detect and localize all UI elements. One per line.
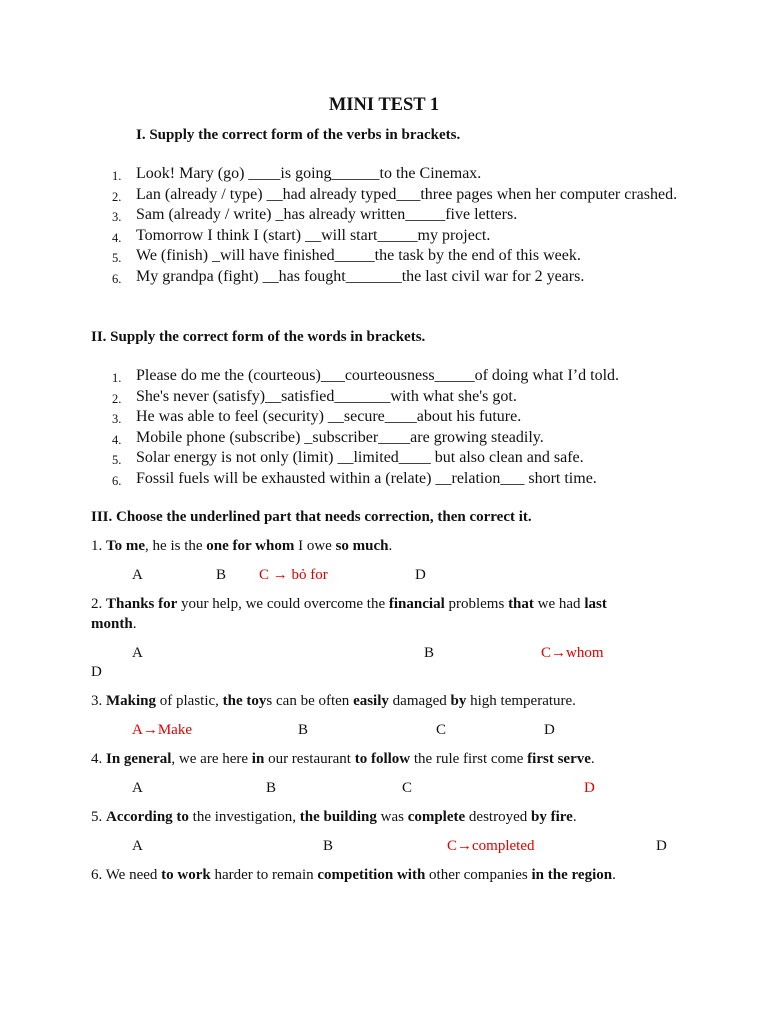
list-item <box>0 226 681 247</box>
q2-option-d: D <box>91 664 102 680</box>
list-item <box>0 428 681 449</box>
list-item-number: 6. <box>112 271 122 286</box>
list-item <box>0 164 681 185</box>
list-item <box>0 267 681 288</box>
q4-option-c: C <box>402 780 413 796</box>
list-item <box>0 205 681 226</box>
list-item <box>0 448 681 469</box>
list-item-number: 5. <box>112 251 122 266</box>
list-item-text: He was able to feel (security) __secure____about his future. <box>136 408 522 426</box>
question-2-line-2: month. <box>91 616 137 632</box>
question-3: 3. Making of plastic, the toys can be often easily damaged by high temperature. <box>91 693 576 709</box>
list-item-text: Sam (already / write) _has already written_____five letters. <box>136 206 518 224</box>
question-5: 5. According to the investigation, the building was complete destroyed by fire. <box>91 809 577 825</box>
q2-option-a: A <box>132 645 143 661</box>
list-item-text: Tomorrow I think I (start) __will start_____my project. <box>136 226 491 244</box>
q1-option-c-answer: C → bỏ for <box>259 567 328 583</box>
section-2-list <box>0 366 681 490</box>
q3-option-c: C <box>436 722 447 738</box>
section-1-list <box>0 164 681 288</box>
q5-option-a: A <box>132 838 143 854</box>
list-item-number: 5. <box>112 453 122 468</box>
list-item-text: Lan (already / type) __had already typed___three pages when her computer crashed. <box>136 185 678 203</box>
list-item-number: 4. <box>112 230 122 245</box>
page-title: MINI TEST 1 <box>328 95 440 115</box>
list-item <box>0 366 681 387</box>
q1-option-b: B <box>216 567 227 583</box>
list-item-text: Please do me the (courteous)___courteousness_____of doing what I’d told. <box>136 367 620 384</box>
list-item <box>0 387 681 408</box>
list-item-text: Mobile phone (subscribe) _subscriber____are growing steadily. <box>136 428 544 446</box>
list-item-number: 2. <box>112 391 122 406</box>
list-item-text: Look! Mary (go) ____is going______to the Cinemax. <box>136 165 482 182</box>
question-4: 4. In general, we are here in our restaurant to follow the rule first come first serve. <box>91 751 595 767</box>
list-item-number: 1. <box>112 371 122 385</box>
section-3-heading: III. Choose the underlined part that needs correction, then correct it. <box>91 509 532 525</box>
question-2: 2. Thanks for your help, we could overcome the financial problems that we had last <box>91 596 607 612</box>
q1-option-d: D <box>415 567 426 583</box>
list-item-number: 3. <box>112 210 122 225</box>
list-item <box>0 185 681 206</box>
list-item-text: Solar energy is not only (limit) __limited____ but also clean and safe. <box>136 449 584 467</box>
question-1: 1. To me, he is the one for whom I owe so much. <box>91 538 393 554</box>
q5-option-d: D <box>656 838 667 854</box>
q3-option-d: D <box>544 722 555 738</box>
q5-option-c-answer: C→completed <box>447 838 535 854</box>
q2-option-c-answer: C→whom <box>541 645 604 661</box>
list-item <box>0 407 681 428</box>
list-item-number: 4. <box>112 432 122 447</box>
list-item-text: She's never (satisfy)__satisfied_______with what she's got. <box>136 387 517 405</box>
section-2-heading: II. Supply the correct form of the words in brackets. <box>91 329 426 345</box>
list-item-text: We (finish) _will have finished_____the task by the end of this week. <box>136 247 581 265</box>
q4-option-a: A <box>132 780 143 796</box>
question-6: 6. We need to work harder to remain competition with other companies in the region. <box>91 867 616 883</box>
list-item-number: 2. <box>112 189 122 204</box>
q4-option-d-answer: D <box>584 780 595 796</box>
list-item-text: My grandpa (fight) __has fought_______the last civil war for 2 years. <box>136 267 585 285</box>
q5-option-b: B <box>323 838 334 854</box>
q3-option-a-answer: A→Make <box>132 722 192 738</box>
section-1-heading: I. Supply the correct form of the verbs in brackets. <box>136 127 461 143</box>
list-item-number: 6. <box>112 473 122 488</box>
q2-option-b: B <box>424 645 435 661</box>
list-item <box>0 469 681 490</box>
list-item-number: 3. <box>112 412 122 427</box>
list-item-number: 1. <box>112 169 122 183</box>
list-item-text: Fossil fuels will be exhausted within a (relate) __relation___ short time. <box>136 469 597 487</box>
list-item <box>0 246 681 267</box>
q3-option-b: B <box>298 722 309 738</box>
q1-option-a: A <box>132 567 143 583</box>
q4-option-b: B <box>266 780 277 796</box>
